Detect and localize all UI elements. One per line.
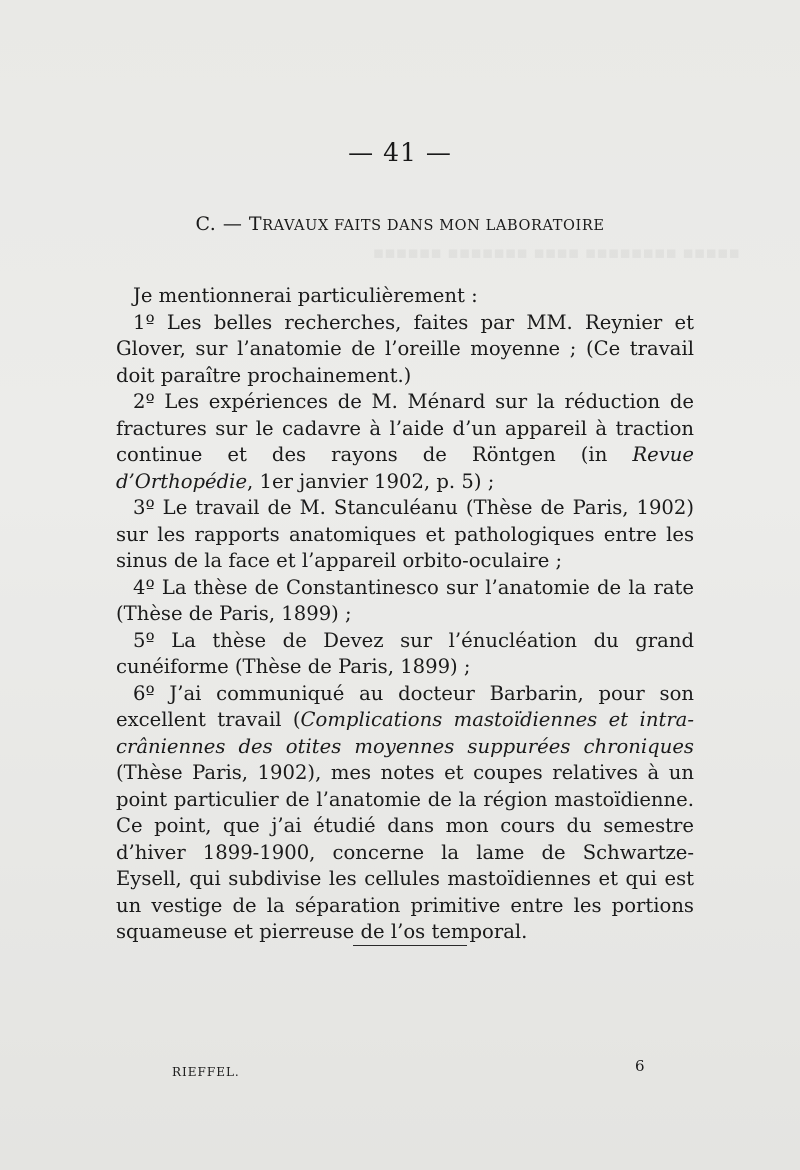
item-2-before: 2º Les expériences de M. Ménard sur la réduction de fractures sur le cadavre à l’aide d’un appareil à traction continue et des rayons de Röntgen (in — [116, 390, 694, 466]
page-number: — 41 — — [348, 138, 452, 167]
intro-paragraph: Je mentionnerai particulièrement : — [133, 284, 478, 307]
item-2-journal-title: Revue d’Orthopédie — [116, 443, 694, 493]
item-4: 4º La thèse de Constantinesco sur l’anatomie de la rate (Thèse de Paris, 1899) ; — [116, 575, 694, 625]
section-heading — [0, 213, 800, 235]
item-6-after: (Thèse Paris, 1902), mes notes et coupes relatives à un point particulier de l’anatomie de la région mastoïdienne. Ce point, que j’ai étudié dans mon cours du semestre d’hiver 1899-1900, concerne la lame de Schwartze-Eysell, qui subdivise les cellules mastoïdiennes et qui est un vestige de la séparation primitive entre les portions squameuse et pierreuse de l’os temporal. — [116, 761, 694, 943]
bleed-through-text: ▪▪▪▪▪ ▪▪▪▪▪▪▪▪ ▪▪▪▪ ▪▪▪▪▪▪▪ ▪▪▪▪▪▪ — [372, 243, 740, 263]
item-6-before: 6º J’ai communiqué au docteur Barbarin, pour son excellent travail ( — [116, 681, 694, 731]
signature-mark: RIEFFEL. — [172, 1065, 240, 1079]
item-2-after: , 1er janvier 1902, p. 5) ; — [247, 469, 495, 493]
horizontal-rule — [353, 945, 467, 946]
item-2 — [116, 389, 694, 495]
item-6-thesis-title: Complications mastoïdiennes et intra-crâniennes des otites moyennes suppurées chroniques — [116, 708, 694, 758]
section-heading-prefix: C. — T — [195, 213, 263, 235]
body-text — [116, 283, 694, 946]
item-1: 1º Les belles recherches, faites par MM. Reynier et Glover, sur l’anatomie de l’oreille moyenne ; (Ce travail doit paraître prochainement.) — [116, 310, 694, 387]
item-3: 3º Le travail de M. Stanculéanu (Thèse de Paris, 1902) sur les rapports anatomiques et pathologiques entre les sinus de la face et l’appareil orbito-oculaire ; — [116, 496, 694, 572]
item-5: 5º La thèse de Devez sur l’énucléation du grand cunéiforme (Thèse de Paris, 1899) ; — [116, 628, 694, 678]
item-6 — [116, 681, 694, 946]
section-heading-smallcaps: RAVAUX FAITS DANS MON LABORATOIRE — [262, 218, 605, 234]
sheet-number: 6 — [635, 1057, 645, 1075]
